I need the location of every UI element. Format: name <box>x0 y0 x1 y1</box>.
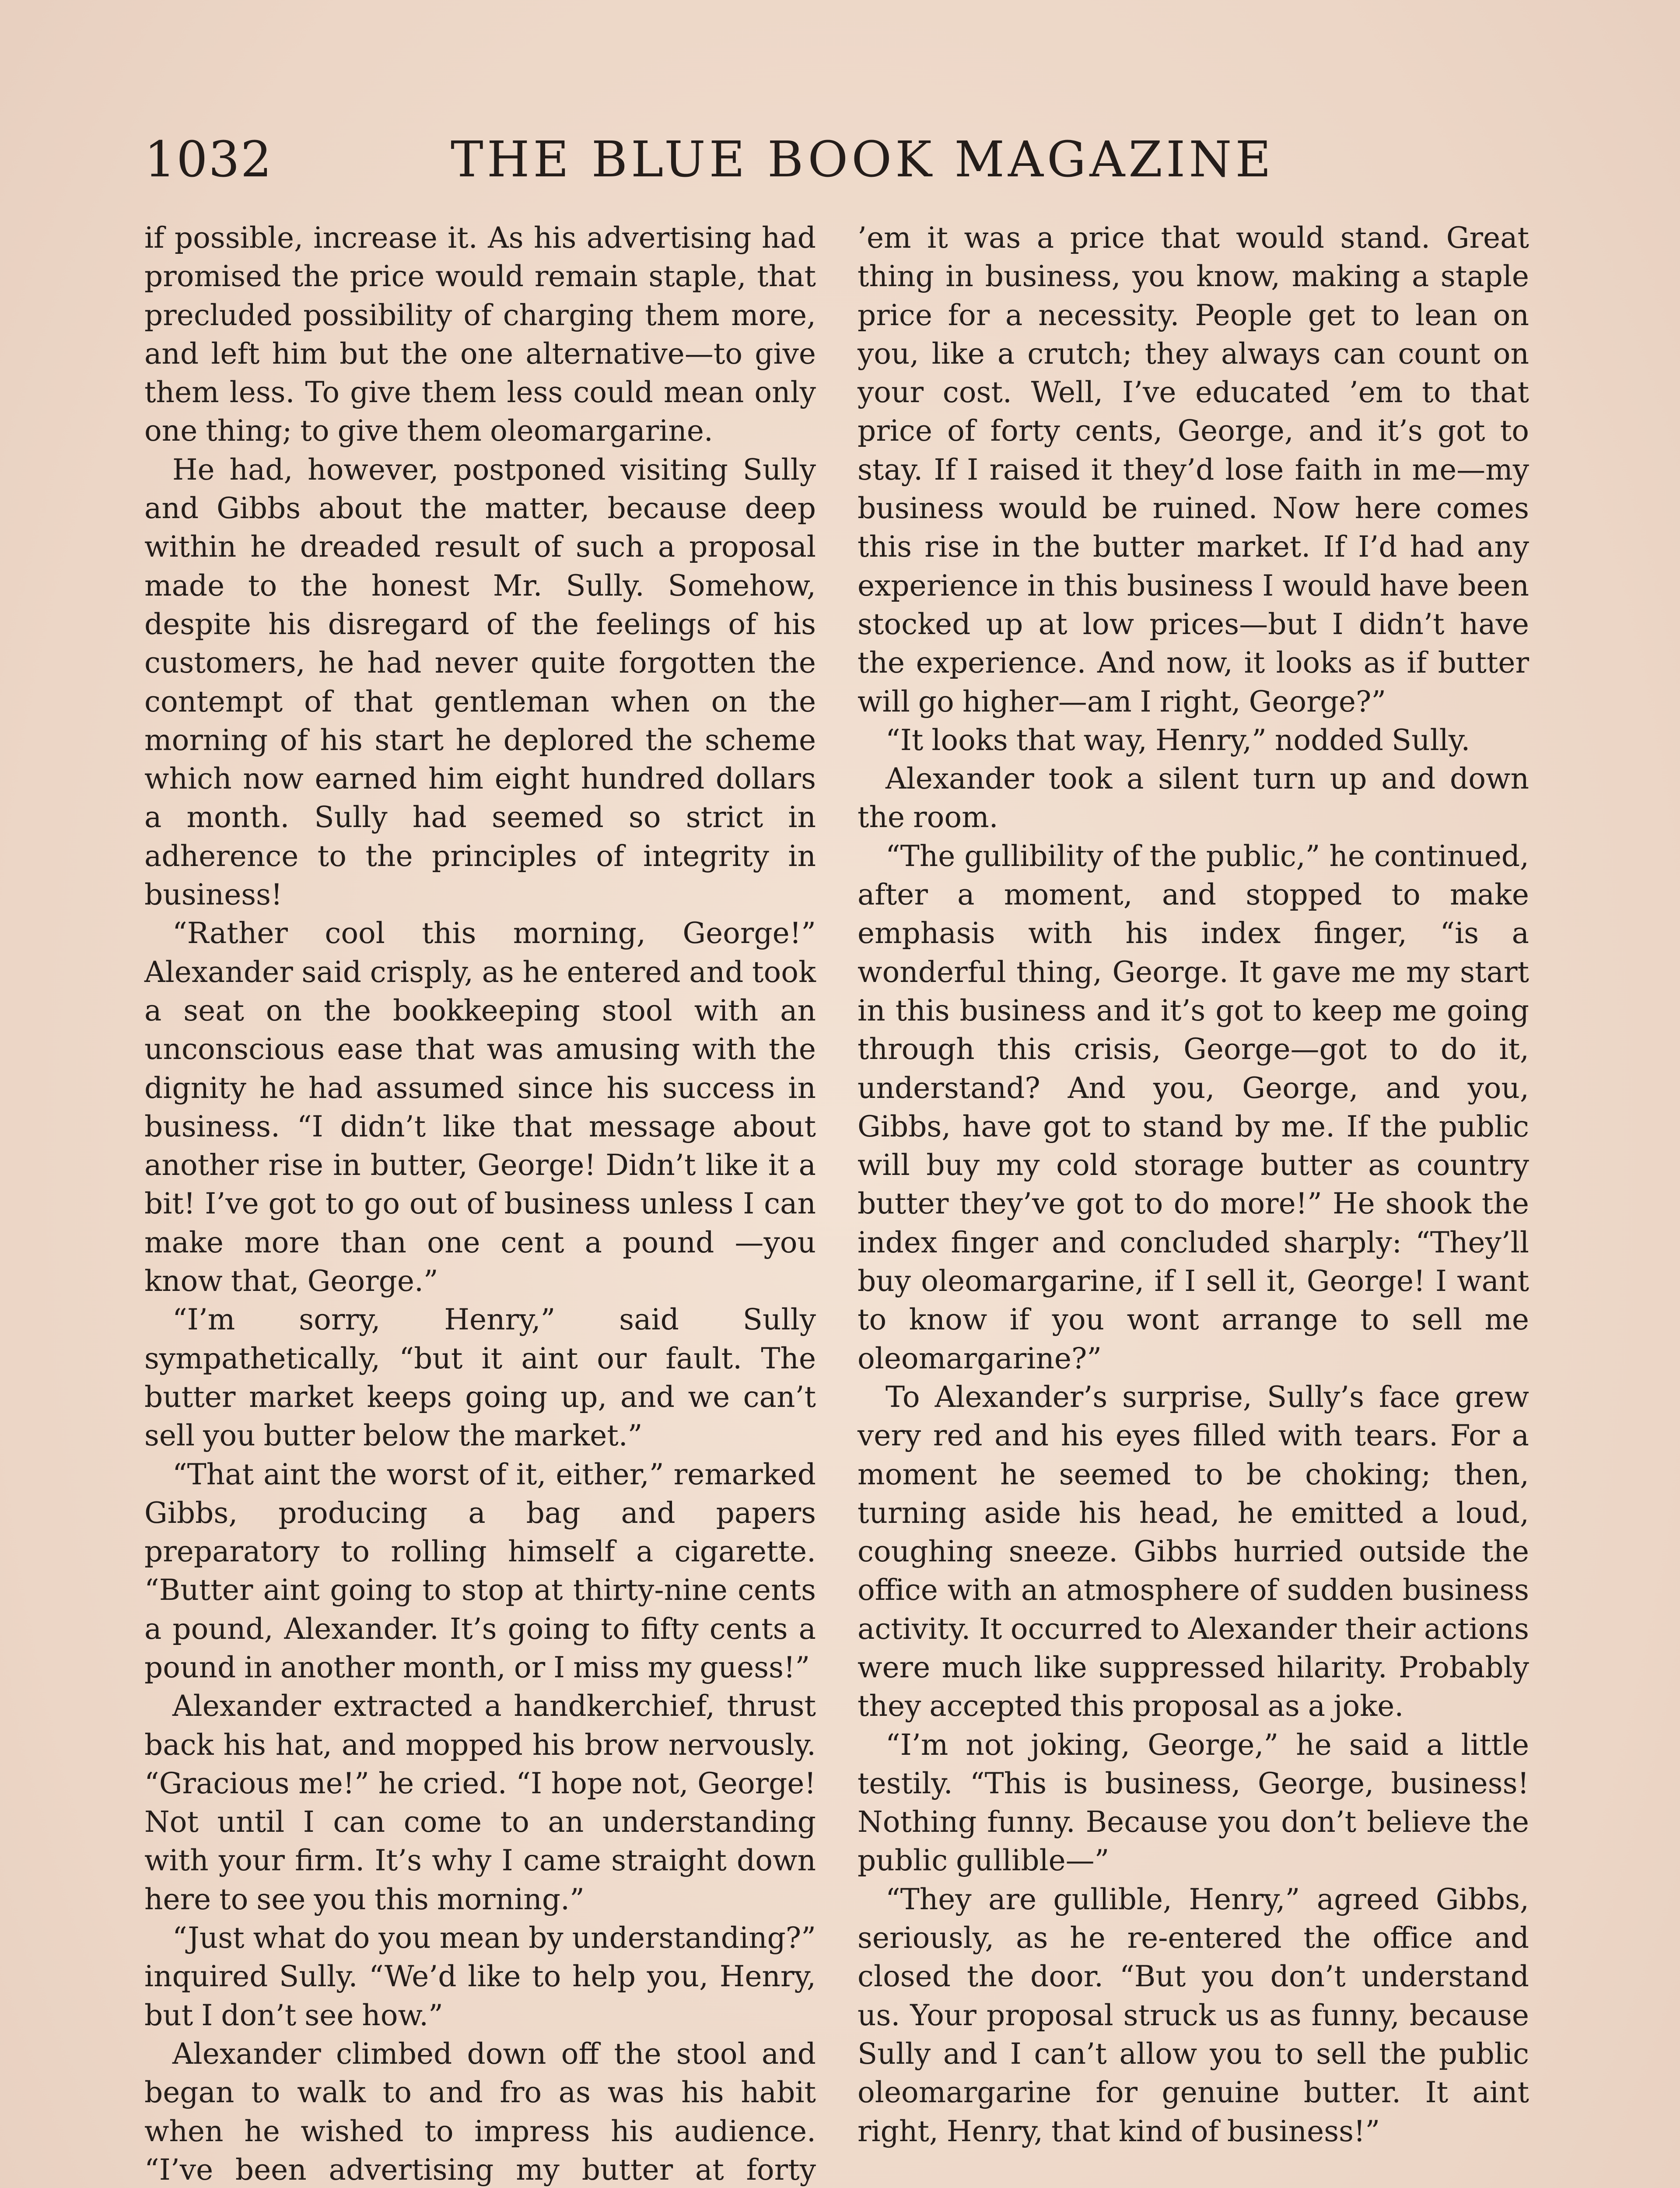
paragraph: Alexander extracted a handkerchief, thrust back his hat, and mopped his brow nervously. “Gracious me!” he cried. “I hope not, George! Not until I can come to an understanding with your firm. It’s why I came straight down here to see you this morning.” <box>144 1689 816 1916</box>
paragraph: To Alexander’s surprise, Sully’s face grew very red and his eyes filled with tears. For a moment he seemed to be choking; then, turning aside his head, he emitted a loud, coughing sneeze. Gibbs hurried outside the office with an atmosphere of sudden business activity. It occurred to Alexander their actions were much like suppressed hilarity. Probably they accepted this proposal as a joke. <box>858 1380 1529 1723</box>
paragraph: “I’m sorry, Henry,” said Sully sympathetically, “but it aint our fault. The butter market keeps going up, and we can’t sell you butter below the market.” <box>144 1303 816 1453</box>
paragraph: “That aint the worst of it, either,” remarked Gibbs, producing a bag and papers preparatory to rolling himself a cigarette. “Butter aint going to stop at thirty-nine cents a pound, Alexander. It’s going to fifty cents a pound in another month, or I miss my guess!” <box>144 1457 816 1684</box>
paragraph: ’em it was a price that would stand. Great thing in business, you know, making a staple price for a necessity. People get to lean on you, like a crutch; they always can count on your cost. Well, I’ve educated ’em to that price of forty cents, George, and it’s got to stay. If I raised it they’d lose faith in me—my business would be ruined. Now here comes this rise in the butter market. If I’d had any experience in this business I would have been stocked up at low prices—but I didn’t have the experience. And now, it looks as if butter will go higher—am I right, George?” <box>858 221 1529 719</box>
paragraph: “I’m not joking, George,” he said a little testily. “This is business, George, business! Nothing funny. Because you don’t believe the public gullible—” <box>858 1728 1529 1878</box>
running-title: THE BLUE BOOK MAGAZINE <box>451 131 1275 188</box>
page-header <box>144 127 1536 193</box>
paragraph: “Just what do you mean by understanding?” inquired Sully. “We’d like to help you, Henry, but I don’t see how.” <box>144 1921 816 2032</box>
paragraph: He had, however, postponed visiting Sully and Gibbs about the matter, because deep within he dreaded result of such a proposal made to the honest Mr. Sully. Somehow, despite his disregard of the feelings of his customers, he had never quite forgotten the contempt of that gentleman when on the morning of his start he deplored the scheme which now earned him eight hundred dollars a month. Sully had seemed so strict in adherence to the principles of integrity in business! <box>144 452 816 912</box>
paragraph: “The gullibility of the public,” he continued, after a moment, and stopped to make emphasis with his index finger, “is a wonderful thing, George. It gave me my start in this business and it’s got to keep me going through this crisis, George—got to do it, understand? And you, George, and you, Gibbs, have got to stand by me. If the public will buy my cold storage butter as country butter they’ve got to do more!” He shook the index finger and concluded sharply: “They’ll buy oleomargarine, if I sell it, George! I want to know if you wont arrange to sell me oleomargarine?” <box>858 839 1529 1375</box>
left-column <box>144 219 816 2188</box>
paragraph: Alexander climbed down off the stool and began to walk to and fro as was his habit when he wished to impress his audience. “I’ve been advertising my butter at forty <box>144 2037 816 2187</box>
paragraph: “It looks that way, Henry,” nodded Sully. <box>886 723 1470 757</box>
paragraph: “Rather cool this morning, George!” Alexander said crisply, as he entered and took a seat on the bookkeeping stool with an unconscious ease that was amusing with the dignity he had assumed since his success in business. “I didn’t like that message about another rise in butter, George! Didn’t like it a bit! I’ve got to go out of business unless I can make more than one cent a pound —you know that, George.” <box>144 916 816 1298</box>
paragraph: “They are gullible, Henry,” agreed Gibbs, seriously, as he re-entered the office and closed the door. “But you don’t understand us. Your proposal struck us as funny, because Sully and I can’t allow you to sell the public oleomargarine for genuine butter. It aint right, Henry, that kind of business!” <box>858 1882 1529 2148</box>
page-number: 1032 <box>144 131 273 188</box>
right-column <box>858 219 1529 2151</box>
paragraph: Alexander took a silent turn up and down the room. <box>858 762 1529 835</box>
paragraph: if possible, increase it. As his advertising had promised the price would remain staple, that precluded possibility of charging them more, and left him but the one alternative—to give them less. To give them less could mean only one thing; to give them oleomargarine. <box>144 221 816 448</box>
